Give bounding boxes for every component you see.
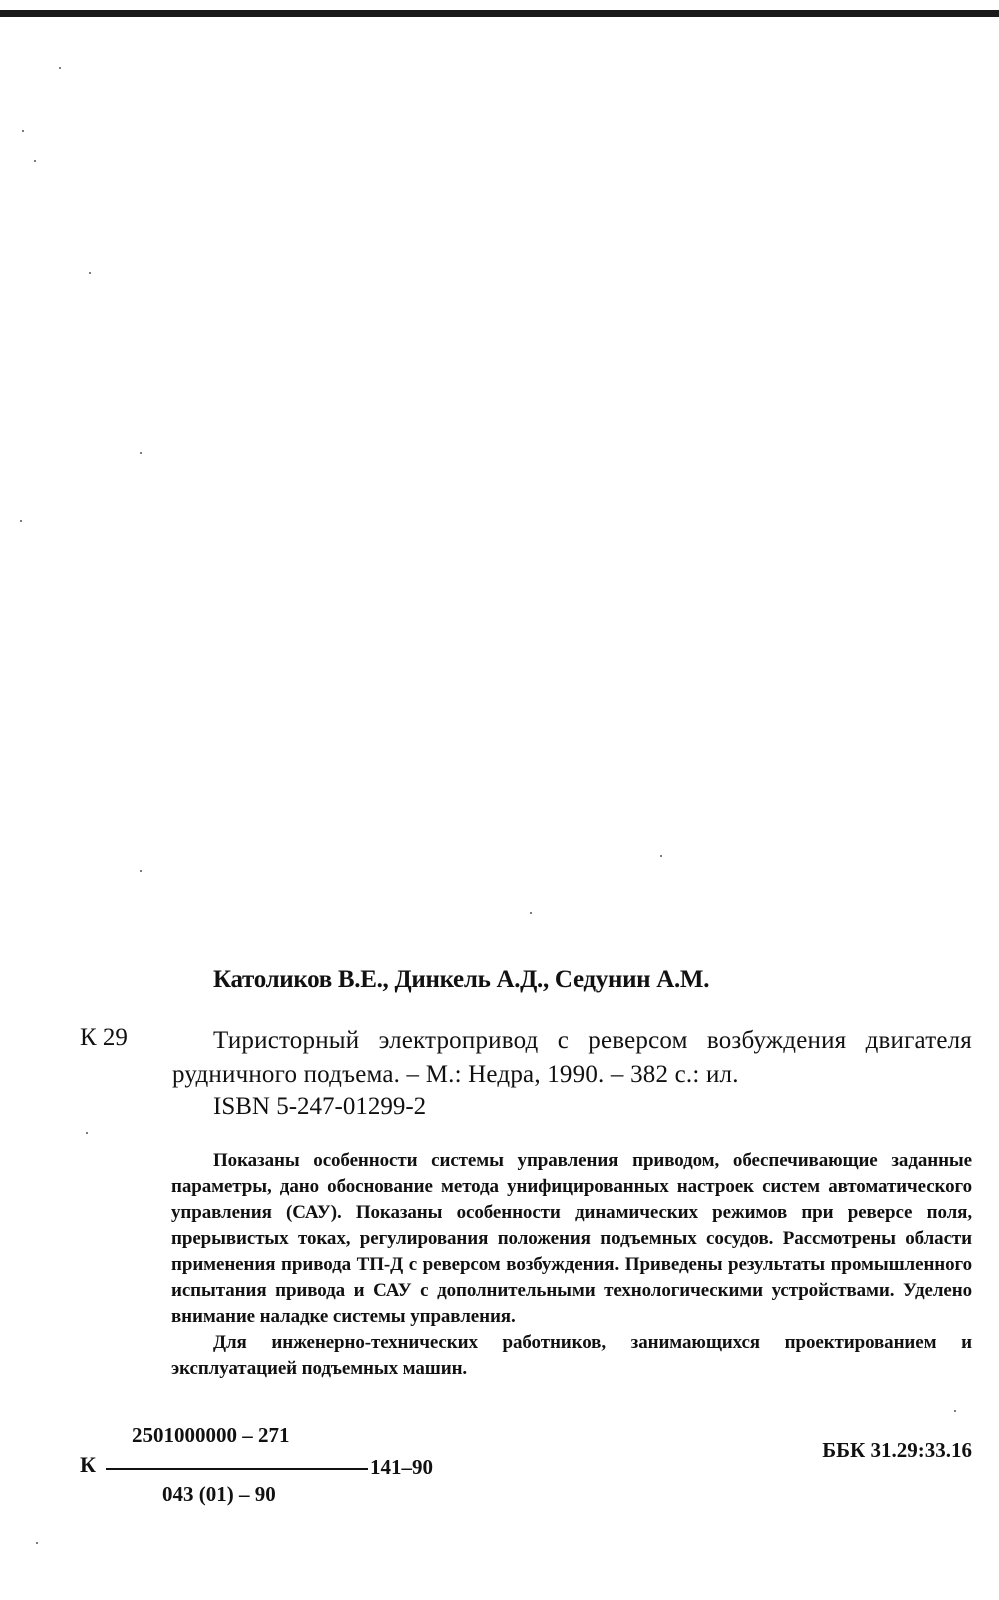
scan-speck	[954, 1410, 956, 1412]
scan-speck	[140, 452, 142, 454]
top-rule	[0, 10, 999, 17]
abstract-paragraph: Показаны особенности системы управления приводом, обеспечивающие заданные параметры, дано обоснование метода унифицированных настроек систем автоматического управления (САУ). Показаны особенности динамических режимов при реверсе поля, прерывистых токах, регулирования положения подъемных сосудов. Рассмотрены области применения привода ТП-Д с реверсом возбуждения. Приведены результаты промышленного испытания привода и САУ с дополнительными технологическими устройствами. Уделено внимание наладке системы управления.	[171, 1150, 972, 1327]
scan-speck	[22, 130, 24, 132]
scan-speck	[34, 160, 36, 162]
classification-code-denominator: 043 (01) – 90	[162, 1482, 276, 1506]
classification-code-suffix: 141–90	[370, 1455, 433, 1479]
index-code: К 29	[80, 1024, 128, 1051]
fraction-line	[106, 1468, 368, 1470]
bbk-code: ББК 31.29:33.16	[822, 1438, 972, 1462]
classification-code-letter: К	[80, 1452, 96, 1477]
scan-speck	[36, 1542, 38, 1544]
scan-speck	[59, 67, 61, 69]
isbn: ISBN 5-247-01299-2	[213, 1093, 427, 1120]
scan-speck	[86, 1132, 88, 1134]
scan-speck	[530, 912, 532, 914]
classification-code-numerator: 2501000000 – 271	[132, 1423, 290, 1447]
audience-paragraph: Для инженерно-технических работников, занимающихся проектированием и эксплуатацией подъемных машин.	[171, 1332, 972, 1379]
abstract	[171, 1148, 972, 1382]
authors-line: Католиков В.Е., Динкель А.Д., Седунин А.М.	[213, 966, 710, 993]
scan-speck	[660, 855, 662, 857]
bibliographic-title: Тиристорный электропривод с реверсом возбуждения двигателя рудничного подъема. – М.: Недра, 1990. – 382 с.: ил.	[172, 1027, 972, 1088]
scan-speck	[20, 520, 22, 522]
scan-speck	[89, 272, 91, 274]
scan-speck	[140, 870, 142, 872]
